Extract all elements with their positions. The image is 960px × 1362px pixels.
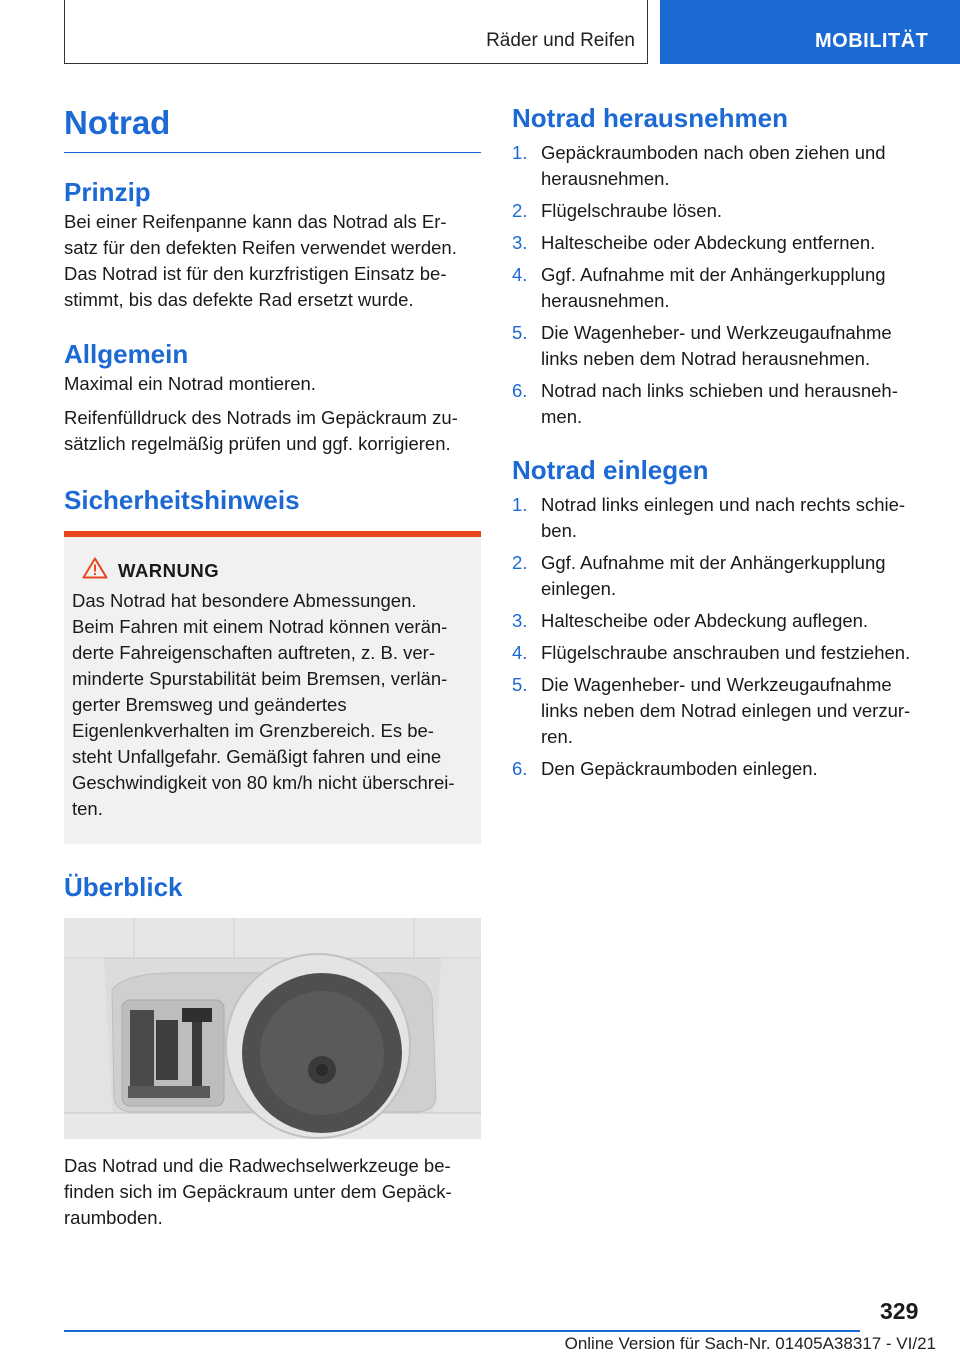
text-line: Die Wagenheber‐ und Werkzeugaufnahme bbox=[541, 322, 892, 343]
text-line: Flügelschraube anschrauben und festziehen. bbox=[541, 642, 911, 663]
list-item bbox=[512, 550, 932, 602]
text-line: einlegen. bbox=[541, 578, 617, 599]
step-number: 3. bbox=[512, 610, 528, 631]
list-item bbox=[512, 230, 932, 256]
list-item bbox=[512, 320, 932, 372]
list-item bbox=[512, 262, 932, 314]
text-line: Gepäckraumboden nach oben ziehen und bbox=[541, 142, 886, 163]
text-line: herausnehmen. bbox=[541, 290, 670, 311]
heading-ueberblick: Überblick bbox=[64, 872, 183, 902]
header-chapter-label: MOBILITÄT bbox=[815, 30, 929, 52]
warning-text bbox=[72, 588, 471, 822]
text-line: Die Wagenheber‐ und Werkzeugaufnahme bbox=[541, 674, 892, 695]
text-line: Haltescheibe oder Abdeckung entfernen. bbox=[541, 232, 876, 253]
step-number: 5. bbox=[512, 322, 528, 343]
text-line: Notrad links einlegen und nach rechts schie‐ bbox=[541, 494, 906, 515]
list-item bbox=[512, 756, 932, 782]
text-line: Beim Fahren mit einem Notrad können verän- bbox=[72, 616, 448, 637]
step-number: 4. bbox=[512, 264, 528, 285]
step-number: 6. bbox=[512, 380, 528, 401]
list-item bbox=[512, 378, 932, 430]
step-number: 6. bbox=[512, 758, 528, 779]
text-line: Bei einer Reifenpanne kann das Notrad als Er- bbox=[64, 211, 447, 232]
text-line: raumboden. bbox=[64, 1207, 163, 1228]
list-item bbox=[512, 140, 932, 192]
text-line: links neben dem Notrad einlegen und verzur‐ bbox=[541, 700, 911, 721]
heading-allgemein: Allgemein bbox=[64, 339, 189, 369]
text-line: ren. bbox=[541, 726, 573, 747]
text-line: Den Gepäckraumboden einlegen. bbox=[541, 758, 818, 779]
text-line: Ggf. Aufnahme mit der Anhängerkupplung bbox=[541, 264, 886, 285]
header-section-title: Räder und Reifen bbox=[486, 30, 635, 51]
text-line: minderte Spurstabilität beim Bremsen, verlän- bbox=[72, 668, 448, 689]
list-item bbox=[512, 608, 932, 634]
text-line: ben. bbox=[541, 520, 578, 541]
figure-caption bbox=[64, 1153, 481, 1231]
right-column bbox=[512, 100, 932, 788]
step-number: 2. bbox=[512, 552, 528, 573]
text-line: Notrad nach links schieben und herausneh‐ bbox=[541, 380, 898, 401]
steps-einlegen bbox=[512, 492, 932, 782]
text-line: satz für den defekten Reifen verwendet werden. bbox=[64, 237, 457, 258]
text-line: ten. bbox=[72, 798, 103, 819]
allgemein-text-2 bbox=[64, 405, 481, 457]
text-line: derte Fahreigenschaften auftreten, z. B. ver- bbox=[72, 642, 435, 663]
text-line: sätzlich regelmäßig prüfen und ggf. korrigieren. bbox=[64, 433, 451, 454]
page-title: Notrad bbox=[64, 100, 481, 153]
heading-sicherheitshinweis: Sicherheitshinweis bbox=[64, 485, 300, 515]
list-item bbox=[512, 492, 932, 544]
text-line: Haltescheibe oder Abdeckung auflegen. bbox=[541, 610, 869, 631]
list-item bbox=[512, 198, 932, 224]
step-number: 2. bbox=[512, 200, 528, 221]
text-line: Eigenlenkverhalten im Grenzbereich. Es be- bbox=[72, 720, 434, 741]
heading-prinzip: Prinzip bbox=[64, 177, 151, 207]
text-line: gerter Bremsweg und geändertes bbox=[72, 694, 347, 715]
steps-herausnehmen bbox=[512, 140, 932, 430]
allgemein-text-1: Maximal ein Notrad montieren. bbox=[64, 373, 316, 394]
warning-title: WARNUNG bbox=[118, 559, 220, 581]
step-number: 5. bbox=[512, 674, 528, 695]
warning-header bbox=[82, 557, 471, 584]
warning-box bbox=[64, 537, 481, 844]
warning-triangle-icon bbox=[82, 557, 108, 584]
text-line: Ggf. Aufnahme mit der Anhängerkupplung bbox=[541, 552, 886, 573]
text-line: herausnehmen. bbox=[541, 168, 670, 189]
text-line: men. bbox=[541, 406, 583, 427]
text-line: stimmt, bis das defekte Rad ersetzt wurde. bbox=[64, 289, 414, 310]
prinzip-text bbox=[64, 209, 481, 313]
heading-notrad-einlegen: Notrad einlegen bbox=[512, 455, 709, 485]
step-number: 4. bbox=[512, 642, 528, 663]
text-line: steht Unfallgefahr. Gemäßigt fahren und eine bbox=[72, 746, 442, 767]
text-line: Reifenfülldruck des Notrads im Gepäckraum zu- bbox=[64, 407, 458, 428]
header-chapter-tab[interactable] bbox=[660, 0, 960, 64]
text-line: Geschwindigkeit von 80 km/h nicht überschrei- bbox=[72, 772, 455, 793]
text-line: Das Notrad und die Radwechselwerkzeuge be- bbox=[64, 1155, 451, 1176]
header-section-box bbox=[64, 0, 648, 64]
spare-wheel-illustration bbox=[64, 918, 481, 1139]
footer-rule bbox=[64, 1330, 860, 1332]
step-number: 3. bbox=[512, 232, 528, 253]
page-number: 329 bbox=[880, 1298, 919, 1324]
text-line: Das Notrad ist für den kurzfristigen Einsatz be- bbox=[64, 263, 447, 284]
footer-online-version: Online Version für Sach-Nr. 01405A38317 - VI/21 bbox=[564, 1334, 936, 1353]
list-item bbox=[512, 672, 932, 750]
step-number: 1. bbox=[512, 142, 528, 163]
left-column bbox=[64, 100, 481, 1231]
text-line: Das Notrad hat besondere Abmessungen. bbox=[72, 590, 417, 611]
text-line: finden sich im Gepäckraum unter dem Gepäck- bbox=[64, 1181, 452, 1202]
step-number: 1. bbox=[512, 494, 528, 515]
text-line: Flügelschraube lösen. bbox=[541, 200, 722, 221]
text-line: links neben dem Notrad herausnehmen. bbox=[541, 348, 871, 369]
list-item bbox=[512, 640, 932, 666]
heading-notrad-herausnehmen: Notrad herausnehmen bbox=[512, 103, 788, 133]
